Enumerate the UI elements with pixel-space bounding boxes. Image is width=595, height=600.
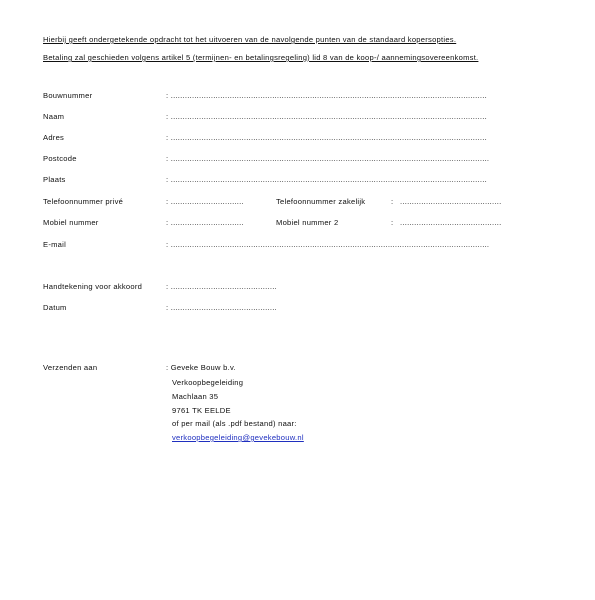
- mobiel2-field[interactable]: ...........................................: [400, 218, 502, 227]
- tel-prive-field[interactable]: : ...............................: [166, 197, 244, 206]
- mobiel-field[interactable]: : ...............................: [166, 218, 244, 227]
- postcode-label: Postcode: [43, 154, 77, 163]
- handtekening-field[interactable]: : .............................................: [166, 282, 277, 291]
- department: Verkoopbegeleiding: [172, 378, 244, 387]
- postcode-field[interactable]: : .......................................................................................................................................: [166, 154, 490, 163]
- street-address: Machlaan 35: [172, 392, 219, 401]
- intro-line-2: Betaling zal geschieden volgens artikel 5 (termijnen- en betalingsregeling) lid 8 van de koop-/ aannemingsovereenkomst.: [43, 53, 479, 62]
- naam-field[interactable]: : ......................................................................................................................................: [166, 112, 487, 121]
- tel-zakelijk-field[interactable]: ...........................................: [400, 197, 502, 206]
- tel-prive-label: Telefoonnummer privé: [43, 197, 124, 206]
- city-address: 9761 TK EELDE: [172, 406, 231, 415]
- mobiel2-label: Mobiel nummer 2: [276, 218, 339, 227]
- handtekening-label: Handtekening voor akkoord: [43, 282, 143, 291]
- mail-note: of per mail (als .pdf bestand) naar:: [172, 419, 297, 428]
- plaats-field[interactable]: : ......................................................................................................................................: [166, 175, 487, 184]
- datum-field[interactable]: : .............................................: [166, 303, 277, 312]
- bouwnummer-field[interactable]: : ......................................................................................................................................: [166, 91, 487, 100]
- mobiel2-colon: :: [391, 218, 394, 227]
- company-name: : Geveke Bouw b.v.: [166, 363, 236, 372]
- tel-zakelijk-label: Telefoonnummer zakelijk: [276, 197, 366, 206]
- datum-label: Datum: [43, 303, 67, 312]
- verzenden-label: Verzenden aan: [43, 363, 98, 372]
- mobiel-label: Mobiel nummer: [43, 218, 99, 227]
- email-link[interactable]: verkoopbegeleiding@gevekebouw.nl: [172, 433, 304, 442]
- email-field[interactable]: : .......................................................................................................................................: [166, 240, 490, 249]
- plaats-label: Plaats: [43, 175, 66, 184]
- bouwnummer-label: Bouwnummer: [43, 91, 93, 100]
- adres-label: Adres: [43, 133, 65, 142]
- tel-zakelijk-colon: :: [391, 197, 394, 206]
- naam-label: Naam: [43, 112, 65, 121]
- email-label: E-mail: [43, 240, 67, 249]
- intro-line-1: Hierbij geeft ondergetekende opdracht tot het uitvoeren van de navolgende punten van de standaard kopersopties.: [43, 35, 457, 44]
- adres-field[interactable]: : ......................................................................................................................................: [166, 133, 487, 142]
